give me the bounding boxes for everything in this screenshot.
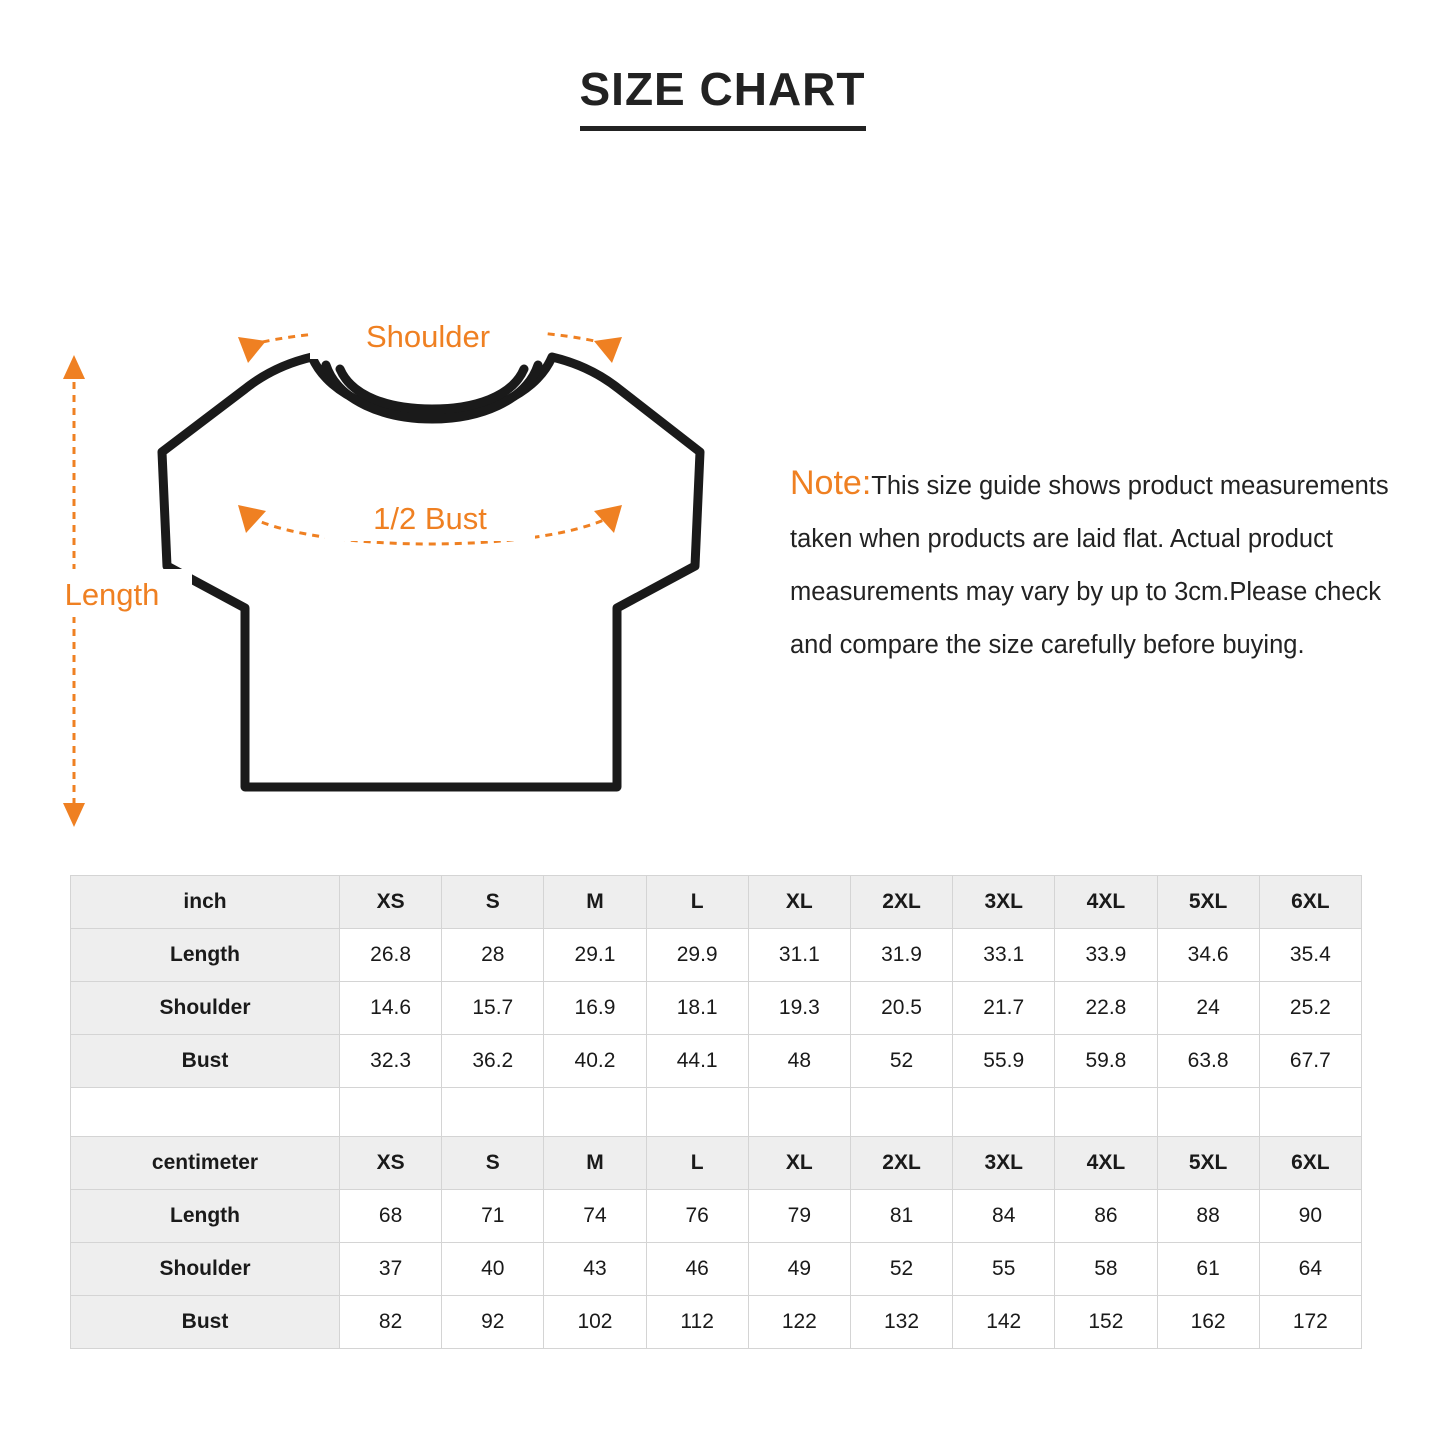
col-header: 5XL	[1157, 876, 1259, 929]
cell: 102	[544, 1296, 646, 1349]
bust-arrow-left	[238, 505, 266, 533]
cell: 52	[850, 1243, 952, 1296]
cell: 172	[1259, 1296, 1361, 1349]
col-header: XL	[748, 876, 850, 929]
col-header: XS	[340, 876, 442, 929]
row-label: Length	[71, 929, 340, 982]
cell: 122	[748, 1296, 850, 1349]
col-header: XS	[340, 1137, 442, 1190]
cell: 40.2	[544, 1035, 646, 1088]
cell: 92	[442, 1296, 544, 1349]
table-row	[71, 982, 1362, 1035]
spacer-cell	[442, 1088, 544, 1137]
size-tables	[70, 875, 1362, 1349]
note-paragraph	[790, 457, 1390, 672]
cell: 14.6	[340, 982, 442, 1035]
cell: 29.9	[646, 929, 748, 982]
cell: 68	[340, 1190, 442, 1243]
table-row	[71, 1035, 1362, 1088]
cell: 59.8	[1055, 1035, 1157, 1088]
cell: 20.5	[850, 982, 952, 1035]
cell: 19.3	[748, 982, 850, 1035]
cell: 43	[544, 1243, 646, 1296]
spacer-cell	[340, 1088, 442, 1137]
spacer-cell	[748, 1088, 850, 1137]
col-header: S	[442, 876, 544, 929]
cell: 61	[1157, 1243, 1259, 1296]
table-row	[71, 929, 1362, 982]
col-header: 3XL	[953, 876, 1055, 929]
cell: 55	[953, 1243, 1055, 1296]
note-label: Note:	[790, 463, 872, 502]
cell: 31.9	[850, 929, 952, 982]
row-label: Length	[71, 1190, 340, 1243]
cell: 81	[850, 1190, 952, 1243]
cell: 152	[1055, 1296, 1157, 1349]
cell: 49	[748, 1243, 850, 1296]
col-header: L	[646, 876, 748, 929]
col-header: 2XL	[850, 876, 952, 929]
col-header: 4XL	[1055, 1137, 1157, 1190]
spacer-cell	[544, 1088, 646, 1137]
table-spacer-row	[71, 1088, 1362, 1137]
tshirt-outline-icon	[162, 357, 700, 787]
spacer-cell	[71, 1088, 340, 1137]
cell: 162	[1157, 1296, 1259, 1349]
cell: 79	[748, 1190, 850, 1243]
cell: 82	[340, 1296, 442, 1349]
note-block	[790, 431, 1390, 697]
cell: 52	[850, 1035, 952, 1088]
cell: 55.9	[953, 1035, 1055, 1088]
cell: 37	[340, 1243, 442, 1296]
shoulder-label: Shoulder	[365, 321, 491, 354]
row-label: Bust	[71, 1035, 340, 1088]
cell: 21.7	[953, 982, 1055, 1035]
bust-label: 1/2 Bust	[373, 501, 487, 536]
cell: 16.9	[544, 982, 646, 1035]
cell: 40	[442, 1243, 544, 1296]
cell: 33.9	[1055, 929, 1157, 982]
cell: 44.1	[646, 1035, 748, 1088]
unit-header-centimeter: centimeter	[71, 1137, 340, 1190]
table-row	[71, 1190, 1362, 1243]
col-header: 4XL	[1055, 876, 1157, 929]
page-title-container	[0, 0, 1445, 131]
cell: 84	[953, 1190, 1055, 1243]
cell: 46	[646, 1243, 748, 1296]
cell: 142	[953, 1296, 1055, 1349]
col-header: 5XL	[1157, 1137, 1259, 1190]
length-arrow-top	[63, 355, 85, 379]
cell: 28	[442, 929, 544, 982]
cell: 34.6	[1157, 929, 1259, 982]
spacer-cell	[953, 1088, 1055, 1137]
cell: 25.2	[1259, 982, 1361, 1035]
cell: 86	[1055, 1190, 1157, 1243]
row-label: Bust	[71, 1296, 340, 1349]
cell: 36.2	[442, 1035, 544, 1088]
cell: 15.7	[442, 982, 544, 1035]
spacer-cell	[850, 1088, 952, 1137]
diagram-and-note-section	[0, 131, 1445, 751]
spacer-cell	[1157, 1088, 1259, 1137]
spacer-cell	[1259, 1088, 1361, 1137]
cell: 67.7	[1259, 1035, 1361, 1088]
col-header: L	[646, 1137, 748, 1190]
cell: 90	[1259, 1190, 1361, 1243]
col-header: 3XL	[953, 1137, 1055, 1190]
col-header: S	[442, 1137, 544, 1190]
cell: 88	[1157, 1190, 1259, 1243]
length-arrow-bottom	[63, 803, 85, 827]
length-label: Length	[64, 577, 160, 612]
table-row	[71, 876, 1362, 929]
cell: 18.1	[646, 982, 748, 1035]
cell: 58	[1055, 1243, 1157, 1296]
tshirt-measurement-diagram	[40, 321, 760, 881]
spacer-cell	[646, 1088, 748, 1137]
shoulder-arrow-left	[238, 337, 266, 363]
col-header: 6XL	[1259, 1137, 1361, 1190]
cell: 32.3	[340, 1035, 442, 1088]
shoulder-arrow-right	[594, 337, 622, 363]
col-header: 6XL	[1259, 876, 1361, 929]
bust-arrow-right	[594, 505, 622, 533]
table-row	[71, 1296, 1362, 1349]
cell: 29.1	[544, 929, 646, 982]
cell: 112	[646, 1296, 748, 1349]
table-row	[71, 1243, 1362, 1296]
cell: 63.8	[1157, 1035, 1259, 1088]
cell: 71	[442, 1190, 544, 1243]
unit-header-inch: inch	[71, 876, 340, 929]
cell: 76	[646, 1190, 748, 1243]
size-table	[70, 875, 1362, 1349]
col-header: XL	[748, 1137, 850, 1190]
cell: 22.8	[1055, 982, 1157, 1035]
cell: 64	[1259, 1243, 1361, 1296]
cell: 74	[544, 1190, 646, 1243]
cell: 33.1	[953, 929, 1055, 982]
row-label: Shoulder	[71, 1243, 340, 1296]
cell: 48	[748, 1035, 850, 1088]
col-header: 2XL	[850, 1137, 952, 1190]
row-label: Shoulder	[71, 982, 340, 1035]
page-title: SIZE CHART	[580, 62, 866, 131]
col-header: M	[544, 1137, 646, 1190]
spacer-cell	[1055, 1088, 1157, 1137]
cell: 24	[1157, 982, 1259, 1035]
cell: 132	[850, 1296, 952, 1349]
col-header: M	[544, 876, 646, 929]
note-body: This size guide shows product measurements taken when products are laid flat. Actual product measurements may vary by up to 3cm.Please check and compare the size carefully before buying.	[790, 471, 1389, 659]
cell: 35.4	[1259, 929, 1361, 982]
cell: 26.8	[340, 929, 442, 982]
cell: 31.1	[748, 929, 850, 982]
table-row	[71, 1137, 1362, 1190]
